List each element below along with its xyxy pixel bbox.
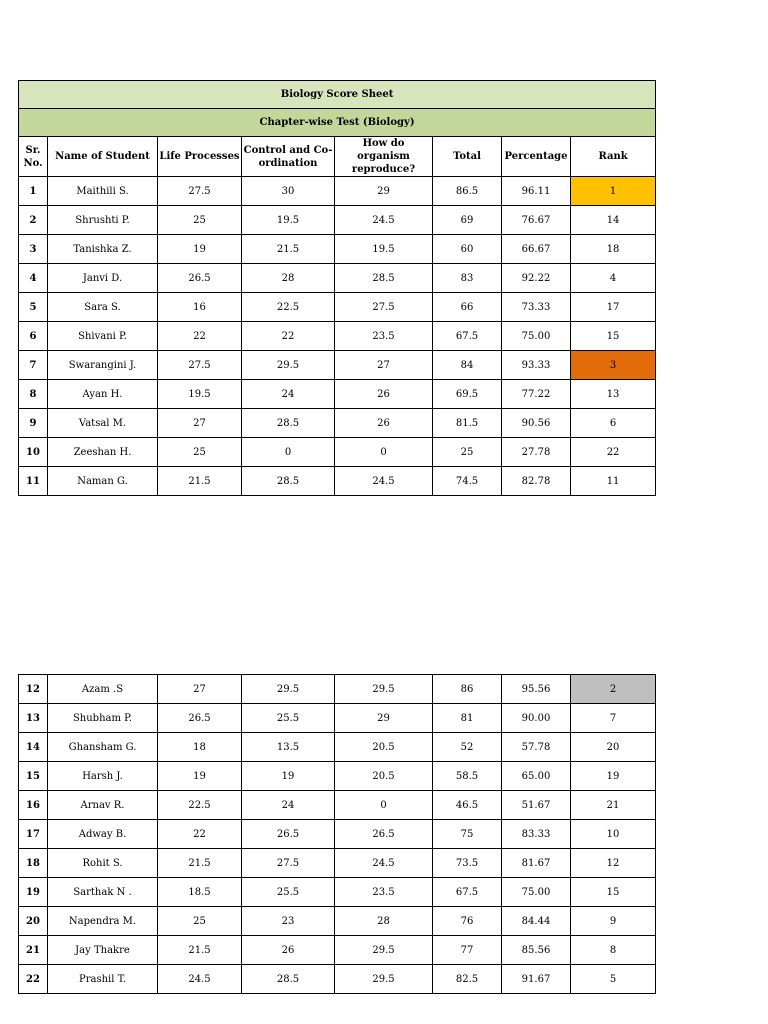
cell-percentage: 92.22 (502, 264, 571, 293)
cell-percentage: 77.22 (502, 380, 571, 409)
cell-student-name: Janvi D. (48, 264, 158, 293)
table-row (19, 762, 656, 791)
cell-reproduce-score: 26 (335, 409, 433, 438)
cell-percentage: 27.78 (502, 438, 571, 467)
cell-percentage: 73.33 (502, 293, 571, 322)
cell-total-score: 81.5 (433, 409, 502, 438)
cell-total-score: 25 (433, 438, 502, 467)
cell-control-score: 29.5 (242, 351, 335, 380)
cell-student-name: Jay Thakre (48, 936, 158, 965)
cell-total-score: 86 (433, 675, 502, 704)
cell-sr-no: 1 (19, 177, 48, 206)
cell-rank: 18 (571, 235, 656, 264)
cell-control-score: 24 (242, 380, 335, 409)
cell-reproduce-score: 24.5 (335, 206, 433, 235)
cell-control-score: 21.5 (242, 235, 335, 264)
cell-life-processes-score: 27.5 (158, 177, 242, 206)
cell-total-score: 67.5 (433, 322, 502, 351)
cell-percentage: 93.33 (502, 351, 571, 380)
table-row (19, 322, 656, 351)
cell-control-score: 28.5 (242, 965, 335, 994)
header-row (19, 137, 656, 177)
table-row (19, 907, 656, 936)
cell-rank: 13 (571, 380, 656, 409)
cell-student-name: Adway B. (48, 820, 158, 849)
cell-sr-no: 14 (19, 733, 48, 762)
cell-total-score: 84 (433, 351, 502, 380)
cell-student-name: Shubham P. (48, 704, 158, 733)
cell-reproduce-score: 20.5 (335, 733, 433, 762)
table-row (19, 791, 656, 820)
table-body-page-2 (19, 675, 656, 994)
cell-rank: 2 (571, 675, 656, 704)
cell-life-processes-score: 25 (158, 438, 242, 467)
cell-reproduce-score: 29 (335, 177, 433, 206)
cell-control-score: 22 (242, 322, 335, 351)
cell-sr-no: 3 (19, 235, 48, 264)
table-row (19, 409, 656, 438)
cell-control-score: 19 (242, 762, 335, 791)
table-row (19, 380, 656, 409)
cell-student-name: Rohit S. (48, 849, 158, 878)
cell-sr-no: 7 (19, 351, 48, 380)
cell-sr-no: 18 (19, 849, 48, 878)
cell-life-processes-score: 18 (158, 733, 242, 762)
cell-student-name: Maithili S. (48, 177, 158, 206)
cell-control-score: 24 (242, 791, 335, 820)
cell-sr-no: 12 (19, 675, 48, 704)
table-row (19, 965, 656, 994)
cell-total-score: 69 (433, 206, 502, 235)
cell-total-score: 86.5 (433, 177, 502, 206)
cell-control-score: 29.5 (242, 675, 335, 704)
cell-sr-no: 8 (19, 380, 48, 409)
cell-percentage: 57.78 (502, 733, 571, 762)
cell-life-processes-score: 27 (158, 675, 242, 704)
cell-rank: 14 (571, 206, 656, 235)
cell-reproduce-score: 27 (335, 351, 433, 380)
cell-total-score: 73.5 (433, 849, 502, 878)
cell-life-processes-score: 19.5 (158, 380, 242, 409)
cell-percentage: 90.56 (502, 409, 571, 438)
header-rank: Rank (571, 137, 656, 177)
cell-rank: 21 (571, 791, 656, 820)
cell-sr-no: 20 (19, 907, 48, 936)
table-row (19, 206, 656, 235)
cell-rank: 8 (571, 936, 656, 965)
cell-student-name: Zeeshan H. (48, 438, 158, 467)
cell-rank: 5 (571, 965, 656, 994)
cell-rank: 3 (571, 351, 656, 380)
cell-reproduce-score: 0 (335, 791, 433, 820)
cell-sr-no: 16 (19, 791, 48, 820)
cell-rank: 17 (571, 293, 656, 322)
cell-sr-no: 13 (19, 704, 48, 733)
cell-rank: 6 (571, 409, 656, 438)
cell-sr-no: 11 (19, 467, 48, 496)
cell-percentage: 76.67 (502, 206, 571, 235)
cell-reproduce-score: 0 (335, 438, 433, 467)
table-row (19, 467, 656, 496)
cell-percentage: 66.67 (502, 235, 571, 264)
table-row (19, 177, 656, 206)
cell-total-score: 76 (433, 907, 502, 936)
cell-rank: 22 (571, 438, 656, 467)
cell-student-name: Ghansham G. (48, 733, 158, 762)
cell-total-score: 77 (433, 936, 502, 965)
cell-sr-no: 9 (19, 409, 48, 438)
table-row (19, 293, 656, 322)
cell-percentage: 96.11 (502, 177, 571, 206)
cell-rank: 12 (571, 849, 656, 878)
cell-student-name: Sara S. (48, 293, 158, 322)
cell-student-name: Harsh J. (48, 762, 158, 791)
sheet-title: Biology Score Sheet (19, 81, 656, 109)
cell-control-score: 28.5 (242, 467, 335, 496)
cell-reproduce-score: 20.5 (335, 762, 433, 791)
cell-life-processes-score: 24.5 (158, 965, 242, 994)
cell-rank: 10 (571, 820, 656, 849)
cell-total-score: 52 (433, 733, 502, 762)
cell-control-score: 27.5 (242, 849, 335, 878)
cell-control-score: 26 (242, 936, 335, 965)
cell-sr-no: 5 (19, 293, 48, 322)
cell-reproduce-score: 24.5 (335, 849, 433, 878)
cell-total-score: 75 (433, 820, 502, 849)
cell-sr-no: 15 (19, 762, 48, 791)
table-row (19, 936, 656, 965)
cell-percentage: 95.56 (502, 675, 571, 704)
cell-life-processes-score: 25 (158, 907, 242, 936)
cell-sr-no: 21 (19, 936, 48, 965)
cell-life-processes-score: 21.5 (158, 849, 242, 878)
table-row (19, 820, 656, 849)
cell-total-score: 46.5 (433, 791, 502, 820)
cell-life-processes-score: 22 (158, 820, 242, 849)
cell-life-processes-score: 16 (158, 293, 242, 322)
table-row (19, 438, 656, 467)
cell-sr-no: 19 (19, 878, 48, 907)
cell-control-score: 25.5 (242, 704, 335, 733)
cell-total-score: 83 (433, 264, 502, 293)
cell-reproduce-score: 29.5 (335, 965, 433, 994)
cell-student-name: Shivani P. (48, 322, 158, 351)
cell-rank: 1 (571, 177, 656, 206)
cell-student-name: Arnav R. (48, 791, 158, 820)
cell-life-processes-score: 26.5 (158, 264, 242, 293)
table-row (19, 675, 656, 704)
table-row (19, 849, 656, 878)
cell-sr-no: 6 (19, 322, 48, 351)
cell-percentage: 85.56 (502, 936, 571, 965)
sheet-subtitle: Chapter-wise Test (Biology) (19, 109, 656, 137)
cell-percentage: 84.44 (502, 907, 571, 936)
table-row (19, 878, 656, 907)
cell-control-score: 13.5 (242, 733, 335, 762)
cell-percentage: 83.33 (502, 820, 571, 849)
cell-rank: 7 (571, 704, 656, 733)
cell-reproduce-score: 24.5 (335, 467, 433, 496)
cell-life-processes-score: 22.5 (158, 791, 242, 820)
cell-student-name: Azam .S (48, 675, 158, 704)
cell-control-score: 22.5 (242, 293, 335, 322)
cell-student-name: Ayan H. (48, 380, 158, 409)
cell-life-processes-score: 27.5 (158, 351, 242, 380)
score-table-page-2 (18, 674, 656, 994)
cell-sr-no: 17 (19, 820, 48, 849)
cell-life-processes-score: 26.5 (158, 704, 242, 733)
cell-rank: 9 (571, 907, 656, 936)
cell-control-score: 28 (242, 264, 335, 293)
cell-control-score: 30 (242, 177, 335, 206)
cell-life-processes-score: 19 (158, 235, 242, 264)
cell-life-processes-score: 27 (158, 409, 242, 438)
cell-control-score: 23 (242, 907, 335, 936)
score-table-page-1 (18, 80, 656, 496)
table-row (19, 235, 656, 264)
cell-percentage: 51.67 (502, 791, 571, 820)
cell-total-score: 60 (433, 235, 502, 264)
cell-total-score: 81 (433, 704, 502, 733)
cell-student-name: Napendra M. (48, 907, 158, 936)
cell-sr-no: 4 (19, 264, 48, 293)
cell-reproduce-score: 29 (335, 704, 433, 733)
cell-control-score: 25.5 (242, 878, 335, 907)
cell-percentage: 75.00 (502, 878, 571, 907)
cell-reproduce-score: 27.5 (335, 293, 433, 322)
cell-life-processes-score: 21.5 (158, 936, 242, 965)
cell-student-name: Sarthak N . (48, 878, 158, 907)
table-row (19, 351, 656, 380)
cell-reproduce-score: 29.5 (335, 936, 433, 965)
cell-student-name: Tanishka Z. (48, 235, 158, 264)
table-row (19, 733, 656, 762)
cell-percentage: 91.67 (502, 965, 571, 994)
cell-total-score: 74.5 (433, 467, 502, 496)
cell-reproduce-score: 23.5 (335, 878, 433, 907)
cell-percentage: 90.00 (502, 704, 571, 733)
cell-student-name: Swarangini J. (48, 351, 158, 380)
header-name: Name of Student (48, 137, 158, 177)
cell-rank: 20 (571, 733, 656, 762)
header-total: Total (433, 137, 502, 177)
header-control: Control and Co-ordination (242, 137, 335, 177)
cell-rank: 11 (571, 467, 656, 496)
header-percentage: Percentage (502, 137, 571, 177)
cell-total-score: 82.5 (433, 965, 502, 994)
cell-rank: 19 (571, 762, 656, 791)
cell-reproduce-score: 28.5 (335, 264, 433, 293)
cell-student-name: Vatsal M. (48, 409, 158, 438)
cell-life-processes-score: 22 (158, 322, 242, 351)
cell-sr-no: 2 (19, 206, 48, 235)
cell-control-score: 26.5 (242, 820, 335, 849)
table-body-page-1 (19, 177, 656, 496)
header-life-processes: Life Processes (158, 137, 242, 177)
cell-percentage: 81.67 (502, 849, 571, 878)
cell-control-score: 28.5 (242, 409, 335, 438)
cell-percentage: 65.00 (502, 762, 571, 791)
cell-reproduce-score: 28 (335, 907, 433, 936)
cell-life-processes-score: 18.5 (158, 878, 242, 907)
cell-student-name: Naman G. (48, 467, 158, 496)
cell-reproduce-score: 23.5 (335, 322, 433, 351)
header-reproduce: How do organism reproduce? (335, 137, 433, 177)
cell-percentage: 75.00 (502, 322, 571, 351)
cell-total-score: 67.5 (433, 878, 502, 907)
cell-life-processes-score: 19 (158, 762, 242, 791)
cell-life-processes-score: 21.5 (158, 467, 242, 496)
cell-reproduce-score: 29.5 (335, 675, 433, 704)
cell-control-score: 0 (242, 438, 335, 467)
cell-student-name: Prashil T. (48, 965, 158, 994)
cell-control-score: 19.5 (242, 206, 335, 235)
cell-rank: 15 (571, 878, 656, 907)
table-row (19, 704, 656, 733)
cell-student-name: Shrushti P. (48, 206, 158, 235)
cell-total-score: 66 (433, 293, 502, 322)
cell-total-score: 58.5 (433, 762, 502, 791)
cell-total-score: 69.5 (433, 380, 502, 409)
cell-reproduce-score: 19.5 (335, 235, 433, 264)
cell-rank: 15 (571, 322, 656, 351)
cell-sr-no: 10 (19, 438, 48, 467)
header-sr-no: Sr. No. (19, 137, 48, 177)
cell-reproduce-score: 26.5 (335, 820, 433, 849)
cell-rank: 4 (571, 264, 656, 293)
cell-sr-no: 22 (19, 965, 48, 994)
cell-percentage: 82.78 (502, 467, 571, 496)
cell-life-processes-score: 25 (158, 206, 242, 235)
table-row (19, 264, 656, 293)
cell-reproduce-score: 26 (335, 380, 433, 409)
